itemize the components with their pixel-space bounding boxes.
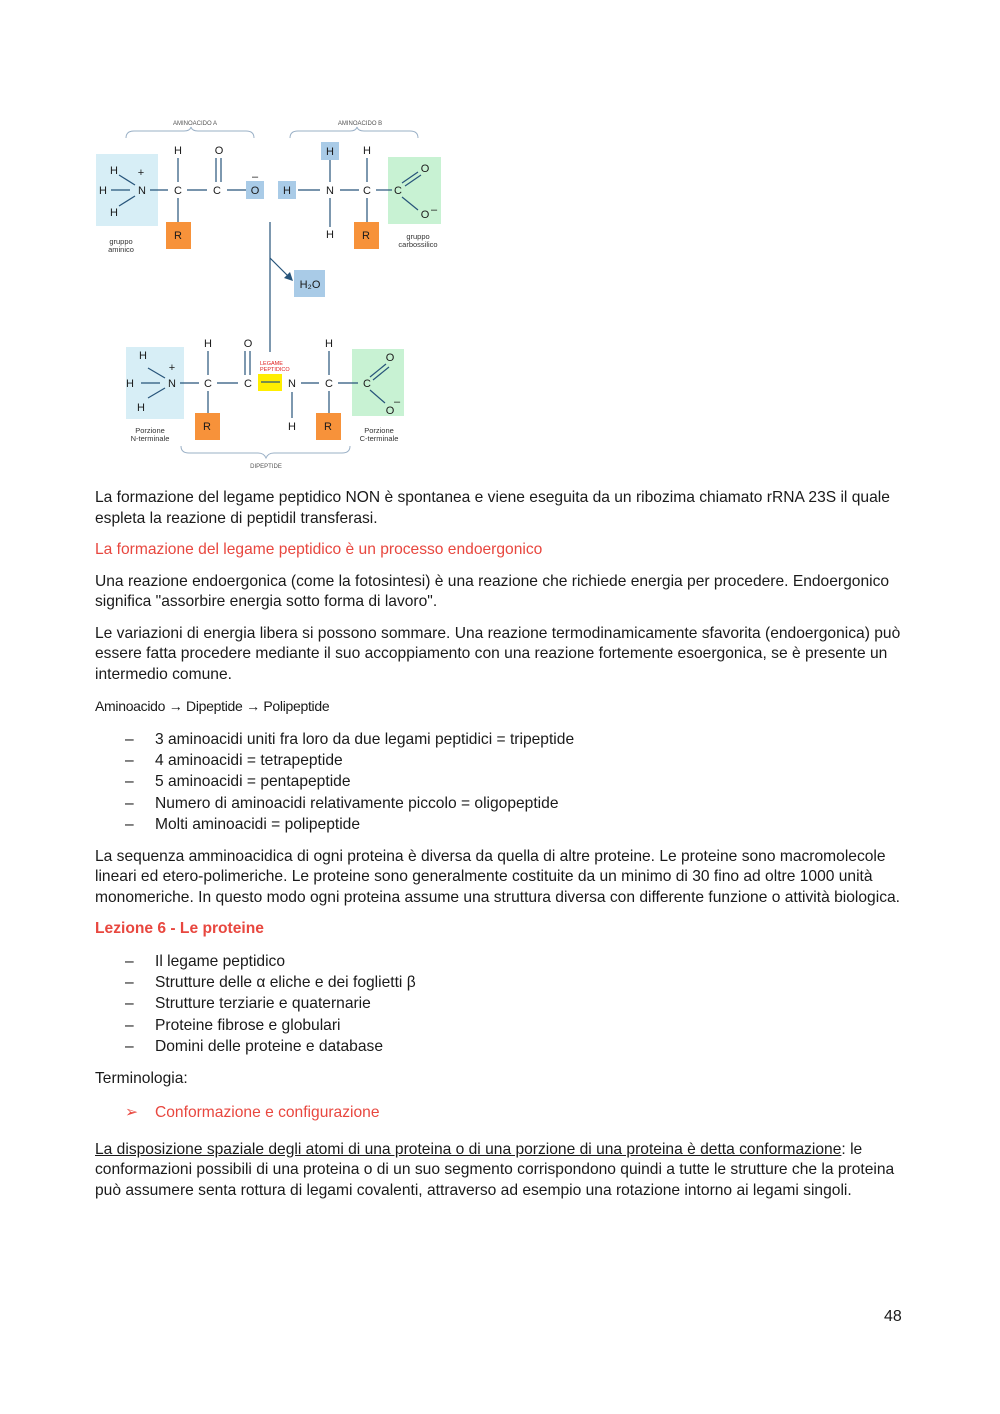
atom-h: H: [110, 207, 118, 219]
list-item: – Strutture delle α eliche e dei foglietti β: [95, 972, 907, 993]
amino-group-label: aminico: [108, 245, 134, 254]
paragraph: Una reazione endoergonica (come la fotosintesi) è una reazione che richiede energia per procedere. Endoergonico significa "assorbire energia sotto forma di lavoro".: [95, 572, 890, 610]
carboxyl-group-label: gruppo: [406, 232, 430, 241]
atom-r: R: [362, 230, 370, 242]
dash-marker: –: [125, 816, 134, 834]
list-item: – 5 aminoacidi = pentapeptide: [95, 771, 907, 792]
charge-minus: –: [251, 171, 259, 183]
list-item: – Numero di aminoacidi relativamente piccolo = oligopeptide: [95, 793, 907, 814]
atom-r: R: [324, 421, 332, 433]
atom-o: O: [420, 209, 430, 221]
atom-h: H: [326, 229, 334, 241]
atom-c: C: [363, 185, 371, 197]
paragraph: La formazione del legame peptidico NON è spontanea e viene eseguita da un ribozima chiamato rRNA 23S il quale espleta la reazione di peptidil transferasi.: [95, 489, 890, 527]
atom-o: O: [243, 338, 253, 350]
paragraph: Le variazioni di energia libera si possono sommare. Una reazione termodinamicamente sfavorita (endoergonica) può essere fatta procedere mediante il suo accoppiamento con una reazione fortemente esoergonica, se è presente un intermedio comune.: [95, 624, 901, 683]
peptide-bond-label: PEPTIDICO: [260, 367, 290, 373]
dash-marker: –: [125, 995, 134, 1013]
lesson-topics-list: [95, 951, 907, 1058]
atom-n: N: [168, 378, 176, 390]
dash-marker: –: [125, 1016, 134, 1034]
atom-h: H: [288, 421, 296, 433]
page-content: [95, 488, 907, 1212]
charge-plus: +: [168, 362, 176, 374]
brace-dipeptide: [181, 446, 350, 458]
dash-marker: –: [125, 952, 134, 970]
atom-r: R: [203, 421, 211, 433]
list-item: – 3 aminoacidi uniti fra loro da due legami peptidici = tripeptide: [95, 729, 907, 750]
paragraph: La disposizione spaziale degli atomi di una proteina o di una porzione di una proteina è detta conformazione: le conformazioni possibili di una proteina o di un suo segmento corrispondono quindi a tutte le strutture che la proteina può assumere senta rottura di legami covalenti, attraverso ad esempio una rotazione intorno ai legami singoli.: [95, 1140, 895, 1199]
arrow-bullet-icon: ➢: [125, 1104, 139, 1122]
atom-o: O: [250, 185, 260, 197]
dipeptide-label: DIPEPTIDE: [250, 464, 282, 470]
n-terminal-label: Porzione: [135, 426, 165, 435]
atom-h: H: [204, 338, 212, 350]
atom-c: C: [394, 185, 402, 197]
dash-marker: –: [125, 730, 134, 748]
dash-marker: –: [125, 794, 134, 812]
atom-o: O: [385, 352, 395, 364]
atom-c: C: [213, 185, 221, 197]
arrow-list-item: ➢ Conformazione e configurazione: [95, 1103, 907, 1124]
atom-h: H: [126, 378, 134, 390]
atom-h: H: [363, 145, 371, 157]
atom-r: R: [174, 230, 182, 242]
reaction-arrow: [270, 222, 290, 352]
n-terminal-label: N-terminale: [130, 434, 170, 443]
c-terminal-label: C-terminale: [359, 434, 399, 443]
sequence-line: Aminoacido → Dipeptide → Polipeptide: [95, 698, 330, 714]
dash-marker: –: [125, 1038, 134, 1056]
atom-c: C: [244, 378, 252, 390]
list-item: – Molti aminoacidi = polipeptide: [95, 814, 907, 835]
charge-minus: –: [430, 204, 438, 216]
terminology-label: Terminologia:: [95, 1069, 188, 1087]
atom-c: C: [204, 378, 212, 390]
label-amino-a: AMINOACIDO A: [172, 121, 218, 127]
atom-h: H: [326, 146, 334, 158]
list-item: – 4 aminoacidi = tetrapeptide: [95, 750, 907, 771]
carboxyl-group-label: carbossilico: [398, 240, 438, 249]
atom-h: H: [137, 402, 145, 414]
atom-c: C: [325, 378, 333, 390]
c-terminal-label: Porzione: [364, 426, 394, 435]
paragraph: La sequenza amminoacidica di ogni proteina è diversa da quella di altre proteine. Le proteine sono macromolecole lineari ed etero-polimeriche. Le proteine sono generalmente costituite da un minimo di 30 fino ad oltre 1000 unità monomeriche. In questo modo ogni proteina assume una struttura diversa con differente funzione o attività biologica.: [95, 847, 900, 906]
atom-n: N: [288, 378, 296, 390]
water-label: H₂O: [299, 279, 321, 291]
dash-marker: –: [125, 773, 134, 791]
list-item: – Strutture terziarie e quaternarie: [95, 993, 907, 1014]
list-item: – Proteine fibrose e globulari: [95, 1015, 907, 1036]
peptide-bond-diagram: [90, 112, 450, 474]
atom-h: H: [139, 350, 147, 362]
lesson-heading: Lezione 6 - Le proteine: [95, 920, 264, 938]
atom-h: H: [174, 145, 182, 157]
atom-o: O: [385, 405, 395, 417]
section-heading: La formazione del legame peptidico è un processo endoergonico: [95, 541, 543, 558]
dash-marker: –: [125, 751, 134, 769]
list-item: – Domini delle proteine e database: [95, 1036, 907, 1057]
atom-o: O: [420, 163, 430, 175]
atom-h: H: [110, 165, 118, 177]
peptide-bond-label: LEGAME: [260, 361, 283, 367]
atom-h: H: [325, 338, 333, 350]
atom-c: C: [174, 185, 182, 197]
label-amino-b: AMINOACIDO B: [337, 121, 383, 127]
atom-c: C: [363, 378, 371, 390]
brace-amino-a: [126, 127, 254, 138]
atom-o: O: [214, 145, 224, 157]
page-number: 48: [884, 1308, 902, 1325]
dash-marker: –: [125, 973, 134, 991]
list-item: – Il legame peptidico: [95, 951, 907, 972]
brace-amino-b: [290, 127, 418, 138]
charge-plus: +: [137, 167, 145, 179]
atom-h: H: [99, 185, 107, 197]
amino-group-label: gruppo: [109, 237, 133, 246]
underlined-definition: La disposizione spaziale degli atomi di una proteina o di una porzione di una proteina è detta conformazione: [95, 1140, 842, 1158]
atom-h: H: [283, 185, 291, 197]
peptide-list: [95, 729, 907, 836]
atom-n: N: [138, 185, 146, 197]
charge-minus: –: [393, 396, 401, 408]
atom-n: N: [326, 185, 334, 197]
